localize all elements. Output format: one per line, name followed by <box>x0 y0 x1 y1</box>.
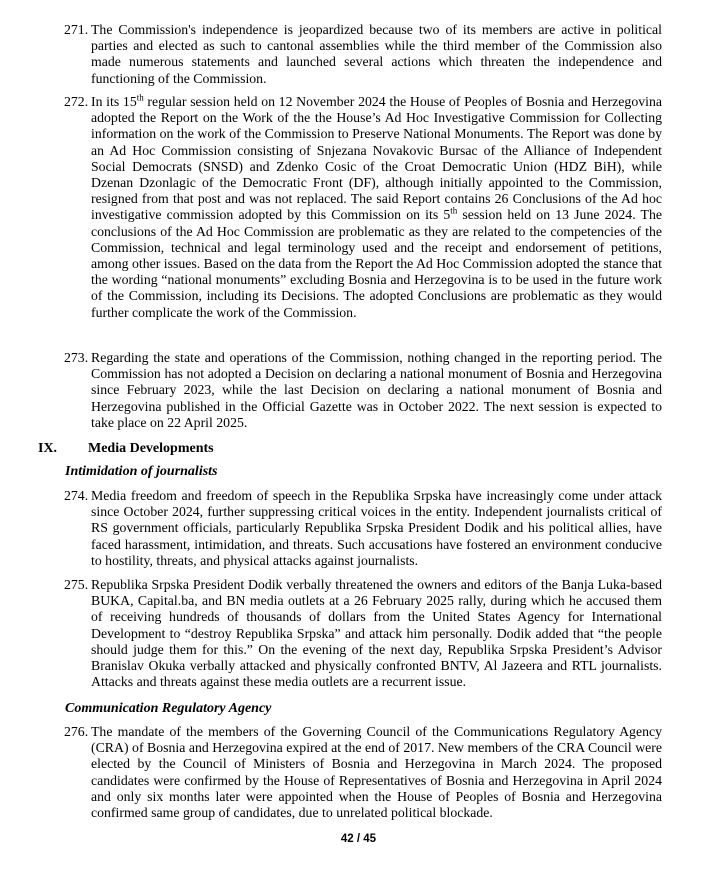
paragraph-text: In its 15th regular session held on 12 November 2024 the House of Peoples of Bosnia and Herzegovina adopted the Report on the Work of the the House’s Ad Hoc Investigative Commission for Collecting information on the work of the Commission to Preserve National Monuments. The Report was done by an Ad Hoc Commission consisting of Snjezana Novakovic Bursac of the Alliance of Independent Social Democrats (SNSD) and Zdenko Cosic of the Croat Democratic Union (HDZ BiH), while Dzenan Dzonlagic of the Democratic Front (DF), although initially appointed to the Commission, resigned from that post and was not replaced. The said Report contains 26 Conclusions of the Ad hoc investigative commission adopted by this Commission on its 5th session held on 13 June 2024. The conclusions of the Ad Hoc Commission are problematic as they are related to the competencies of the Commission, technical and legal terminology used and the receipt and endorsement of petitions, among other issues. Based on the data from the Report the Ad Hoc Commission adopted the stance that the wording “national monuments” excluding Bosnia and Herzegovina is to be used in the future work of the Commission, including its Decisions. The adopted Conclusions are problematic as they would further complicate the work of the Commission. <box>91 92 662 320</box>
paragraph-number: 272. <box>64 94 89 109</box>
paragraph-271 <box>64 22 662 87</box>
paragraph-number: 274. <box>64 488 89 503</box>
paragraph-text: Regarding the state and operations of the Commission, nothing changed in the reporting period. The Commission has not adopted a Decision on declaring a national monument of Bosnia and Herzegovina since February 2023, while the last Decision on declaring a national monument of Bosnia and Herzegovina published in the Official Gazette was in October 2022. The next session is expected to take place on 22 April 2025. <box>91 350 662 430</box>
paragraph-275 <box>64 577 662 690</box>
subheading-intimidation: Intimidation of journalists <box>65 464 218 479</box>
section-number: IX. <box>38 441 58 456</box>
paragraph-text: The mandate of the members of the Governing Council of the Communications Regulatory Agency (CRA) of Bosnia and Herzegovina expired at the end of 2017. New members of the CRA Council were elected by the Council of Ministers of Bosnia and Herzegovina in March 2024. The proposed candidates were confirmed by the House of Representatives of Bosnia and Herzegovina in April 2024 and only six months later were appointed when the House of Peoples of Bosnia and Herzegovina confirmed same group of candidates, due to unrelated political blockade. <box>91 724 662 821</box>
subheading-cra: Communication Regulatory Agency <box>65 701 272 716</box>
page-number: 42 / 45 <box>340 833 377 845</box>
paragraph-number: 273. <box>64 350 89 365</box>
paragraph-273 <box>64 350 662 431</box>
paragraph-text: Republika Srpska President Dodik verbally threatened the owners and editors of the Banja Luka-based BUKA, Capital.ba, and BN media outlets at a 26 February 2025 rally, during which he accused them of receiving hundreds of thousands of dollars from the United States Agency for International Development to “destroy Republika Srpska” and attack him personally. Dodik added that “the people should judge them for this.” On the evening of the next day, Republika Srpska President’s Advisor Branislav Okuka verbally attacked and physically confronted BNTV, Al Jazeera and RTL journalists. Attacks and threats against these media outlets are a recurrent issue. <box>91 577 662 690</box>
paragraph-number: 276. <box>64 724 89 739</box>
section-title: Media Developments <box>88 441 214 456</box>
paragraph-number: 271. <box>64 22 89 37</box>
paragraph-276 <box>64 724 662 821</box>
paragraph-274 <box>64 488 662 569</box>
paragraph-272 <box>64 94 662 321</box>
paragraph-text: The Commission's independence is jeopardized because two of its members are active in political parties and elected as such to cantonal assemblies while the third member of the Commission also made numerous statements and launched several actions which threaten the independence and functioning of the Commission. <box>91 22 662 86</box>
paragraph-number: 275. <box>64 577 89 592</box>
paragraph-text: Media freedom and freedom of speech in the Republika Srpska have increasingly come under attack since October 2024, further suppressing critical voices in the entity. Independent journalists critical of RS government officials, particularly Republika Srpska President Dodik and his political allies, have faced harassment, intimidation, and threats. Such accusations have fostered an environment conducive to hostility, threats, and physical attacks against journalists. <box>91 488 662 568</box>
section-heading <box>38 440 214 457</box>
